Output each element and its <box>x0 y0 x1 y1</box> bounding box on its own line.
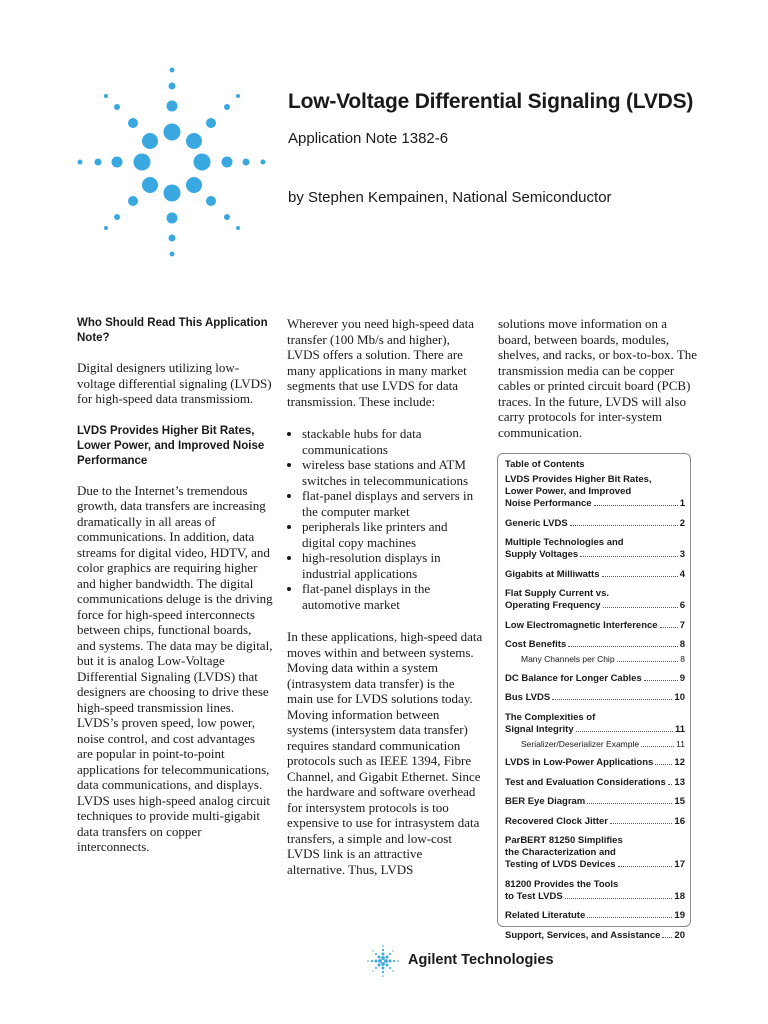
toc-entry <box>505 816 685 828</box>
toc-entry-line <box>505 549 685 561</box>
toc-entry-title-line: Flat Supply Current vs. <box>505 588 609 599</box>
toc-entry-title: Signal Integrity <box>505 723 574 735</box>
toc-entry-title: Recovered Clock Jitter <box>505 815 608 827</box>
toc-entry-line <box>505 498 685 510</box>
toc-entry-line <box>505 930 685 942</box>
toc-leader-dots <box>587 917 672 918</box>
paragraph: solutions move information on a board, between boards, modules, shelves, and racks, or box-to-box. The transmission media can be copper cables or printed circuit board (PCB) traces. In the future, LVDS will also carry protocols for inter-system communication. <box>498 316 698 440</box>
toc-entry-line <box>505 600 685 612</box>
toc-entry <box>505 930 685 942</box>
toc-leader-dots <box>641 746 674 747</box>
toc-entry-line <box>505 891 685 903</box>
toc-page-number: 15 <box>674 796 685 807</box>
toc-entry-title: BER Eye Diagram <box>505 796 586 807</box>
toc-entry-title: Gigabits at Milliwatts <box>505 568 600 580</box>
list-item: • stackable hubs for data communications <box>302 426 483 457</box>
toc-subentry-title: Many Channels per Chip <box>521 654 615 664</box>
toc-leader-dots <box>618 866 673 867</box>
toc-leader-dots <box>580 556 678 557</box>
toc-entry-line <box>505 777 685 789</box>
toc-entry <box>505 712 685 750</box>
toc-leader-dots <box>570 525 678 526</box>
toc-entry <box>505 757 685 769</box>
toc-page-number: 20 <box>674 929 685 941</box>
toc-entry-line <box>505 859 685 871</box>
toc-page-number: 17 <box>674 859 685 870</box>
toc-leader-dots <box>610 823 672 824</box>
toc-entry <box>505 777 685 789</box>
toc-entry <box>505 692 685 704</box>
toc-entry-title: Operating Frequency <box>505 600 601 611</box>
page-title: Low-Voltage Differential Signaling (LVDS) <box>288 90 694 113</box>
toc-leader-dots <box>644 680 678 681</box>
toc-entry-title-line: The Complexities of <box>505 711 596 723</box>
toc-leader-dots <box>565 898 673 899</box>
table-of-contents <box>497 453 691 941</box>
toc-entry-line <box>505 518 685 530</box>
toc-entry-title: Noise Performance <box>505 498 592 509</box>
toc-entry <box>505 835 685 871</box>
column-3 <box>498 316 698 457</box>
list-item: • flat-panel displays and servers in the computer market <box>302 488 483 519</box>
toc-entry <box>505 588 685 612</box>
toc-leader-dots <box>668 784 673 785</box>
toc-entry-title: Generic LVDS <box>505 517 568 529</box>
toc-page-number: 2 <box>679 517 685 529</box>
column-2 <box>287 316 483 894</box>
agilent-spark-logo <box>70 60 275 270</box>
toc-leader-dots <box>594 505 678 506</box>
toc-entry <box>505 569 685 581</box>
toc-leader-dots <box>576 731 673 732</box>
toc-title: Table of Contents <box>505 459 585 470</box>
paragraph: In these applications, high-speed data moves within and between systems. Moving data within a system (intrasystem data transfer) is the main use for LVDS solutions today. Moving information between systems (intersystem data transfer) requires standard communication protocols such as IEEE 1394, Fibre Channel, and Gigabit Ethernet. Since the hardware and software overhead for intersystem protocols is too expensive to use for intrasystem data transfers, a simple and low-cost LVDS link is an attractive alternative. Thus, LVDS <box>287 629 483 877</box>
toc-page-number: 11 <box>674 723 685 735</box>
toc-entry <box>505 620 685 632</box>
paragraph: Due to the Internet’s tremendous growth, data transfers are increasing dramatically in all areas of communications. In addition, data streams for digital video, HDTV, and color graphics are requiring higher and higher bandwidth. The digital communications deluge is the driving force for high-speed interconnects between chips, functional boards, and systems. The data may be digital, but it is analog Low-Voltage Differential Signaling (LVDS) that designers are choosing to drive these high-speed transmission lines. LVDS’s proven speed, low power, noise control, and cost advantages are popular in point-to-point applications for telecommunications, data communications, and displays. LVDS uses high-speed analog circuit techniques to provide multi-gigabit data transfers on copper interconnects. <box>77 482 273 854</box>
toc-entry-title-line: ParBERT 81250 Simplifies <box>505 835 623 846</box>
spark-dots <box>78 68 266 257</box>
toc-entry-line <box>505 620 685 632</box>
toc-entry-title-line: the Characterization and <box>505 847 616 858</box>
toc-entry-title: Low Electromagnetic Interference <box>505 619 658 631</box>
toc-subentry <box>505 653 685 665</box>
toc-leader-dots <box>552 699 672 700</box>
toc-leader-dots <box>617 661 679 662</box>
list-item: • high-resolution displays in industrial applications <box>302 550 483 581</box>
toc-entry-title: Testing of LVDS Devices <box>505 859 616 870</box>
toc-page-number: 10 <box>674 692 685 703</box>
toc-leader-dots <box>655 764 672 765</box>
toc-page-number: 13 <box>674 776 685 788</box>
toc-entry-line <box>505 692 685 704</box>
toc-entry-line <box>505 816 685 828</box>
toc-leader-dots <box>568 646 677 647</box>
toc-entry-title: Cost Benefits <box>505 639 567 650</box>
toc-page-number: 4 <box>679 568 685 580</box>
toc-entry <box>505 796 685 808</box>
toc-entry-line <box>505 569 685 581</box>
toc-page-number: 1 <box>679 498 685 509</box>
section-heading: LVDS Provides Higher Bit Rates, Lower Power, and Improved Noise Performance <box>77 424 265 467</box>
toc-subentry <box>505 738 685 750</box>
document-subtitle: Application Note 1382-6 <box>288 130 449 147</box>
toc-leader-dots <box>587 803 672 804</box>
list-item: • flat-panel displays in the automotive market <box>302 581 483 612</box>
toc-leader-dots <box>603 607 678 608</box>
toc-entry-title-line: Lower Power, and Improved <box>505 486 632 497</box>
toc-leader-dots <box>660 627 678 628</box>
toc-entry <box>505 474 685 510</box>
toc-entry-title: LVDS in Low-Power Applications <box>505 757 654 768</box>
toc-page-number: 16 <box>674 815 685 827</box>
toc-entry-title-line: 81200 Provides the Tools <box>505 878 619 890</box>
toc-entry-line <box>505 796 685 808</box>
toc-entry-title-line: LVDS Provides Higher Bit Rates, <box>505 474 652 485</box>
toc-page-number: 9 <box>679 672 685 684</box>
paragraph: Digital designers utilizing low-voltage differential signaling (LVDS) for high-speed data transmissiom. <box>77 360 272 406</box>
paragraph: Wherever you need high-speed data transfer (100 Mb/s and higher), LVDS offers a solution. There are many applications in many market segments that use LVDS for data transmission. These include: <box>287 316 474 409</box>
toc-entry-title: Related Literatute <box>505 910 586 921</box>
toc-page-number: 18 <box>674 890 685 902</box>
toc-page-number: 12 <box>674 757 685 768</box>
toc-page-number: 8 <box>680 654 685 664</box>
toc-entry <box>505 518 685 530</box>
list-item: • peripherals like printers and digital copy machines <box>302 519 483 550</box>
toc-entry-title: to Test LVDS <box>505 890 563 902</box>
toc-entry-line <box>505 724 685 736</box>
toc-entry <box>505 879 685 903</box>
toc-entry <box>505 673 685 685</box>
toc-page-number: 8 <box>679 639 685 650</box>
section-heading: Who Should Read This Application Note? <box>77 317 268 344</box>
toc-entry-title: Bus LVDS <box>505 692 551 703</box>
brand-name: Agilent Technologies <box>408 952 554 968</box>
column-1 <box>77 316 273 872</box>
toc-entry <box>505 537 685 561</box>
toc-page-number: 3 <box>679 549 685 560</box>
toc-entry-title: Support, Services, and Assistance <box>505 929 661 941</box>
toc-entry-title: Test and Evaluation Considerations <box>505 776 666 788</box>
list-item: • wireless base stations and ATM switches in telecommunications <box>302 457 483 488</box>
toc-entry <box>505 639 685 665</box>
toc-leader-dots <box>602 576 678 577</box>
toc-page-number: 7 <box>679 619 685 631</box>
toc-entry-line <box>505 673 685 685</box>
toc-entry-line <box>505 639 685 651</box>
toc-entries <box>505 474 685 942</box>
toc-entry <box>505 910 685 922</box>
agilent-spark-small-icon <box>366 944 400 978</box>
toc-leader-dots <box>662 937 672 938</box>
toc-page-number: 19 <box>674 910 685 921</box>
toc-subentry-title: Serializer/Deserializer Example <box>521 738 640 749</box>
toc-entry-line <box>505 757 685 769</box>
toc-page-number: 6 <box>679 600 685 611</box>
toc-entry-title: Supply Voltages <box>505 549 579 560</box>
toc-entry-line <box>505 910 685 922</box>
toc-entry-title: DC Balance for Longer Cables <box>505 672 642 684</box>
application-list <box>287 426 483 612</box>
toc-page-number: 11 <box>676 738 685 749</box>
author-line: by Stephen Kempainen, National Semiconductor <box>288 189 612 206</box>
toc-entry-title-line: Multiple Technologies and <box>505 537 624 548</box>
